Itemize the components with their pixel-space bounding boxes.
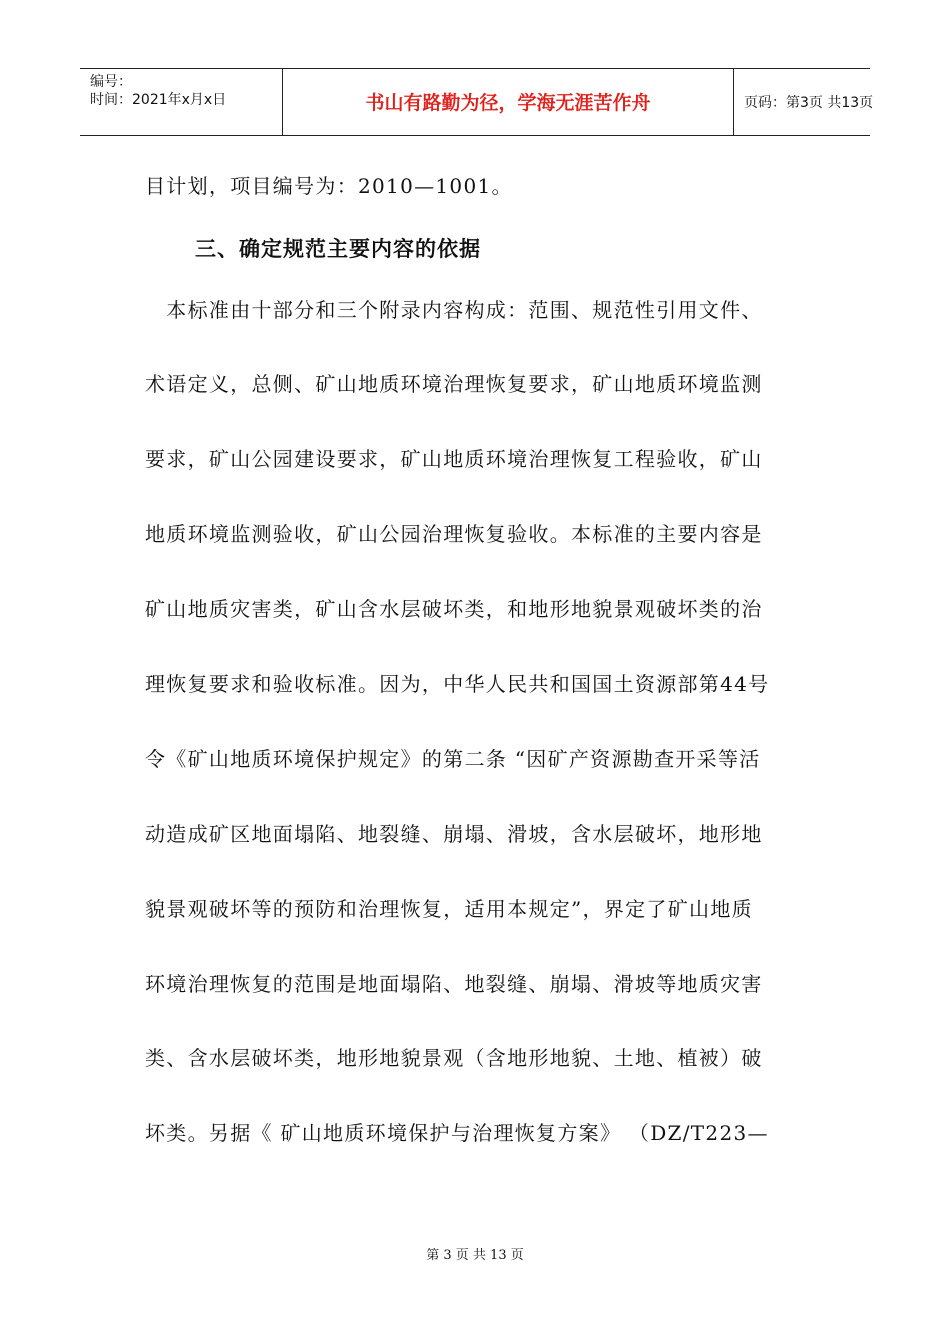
paragraph-line: 术语定义，总侧、矿山地质环境治理恢复要求，矿山地质环境监测 (145, 372, 763, 396)
header-page-info: 页码：第3页 共13页 (744, 95, 874, 111)
paragraph-line: 本标准由十部分和三个附录内容构成：范围、规范性引用文件、 (145, 298, 763, 322)
continuation-line: 目计划，项目编号为：2010—1001。 (145, 174, 513, 198)
paragraph-line: 地质环境监测验收，矿山公园治理恢复验收。本标准的主要内容是 (145, 522, 763, 546)
page-footer: 第 3 页 共 13 页 (426, 1248, 524, 1263)
paragraph-line: 要求，矿山公园建设要求，矿山地质环境治理恢复工程验收，矿山 (145, 447, 763, 471)
paragraph-line: 矿山地质灾害类，矿山含水层破坏类，和地形地貌景观破坏类的治 (145, 597, 763, 621)
paragraph-line: 貌景观破坏等的预防和治理恢复，适用本规定”，界定了矿山地质 (145, 897, 753, 921)
page-header (80, 68, 874, 136)
paragraph-line: 坏类。另据《 矿山地质环境保护与治理恢复方案》 （DZ/T223— (145, 1121, 769, 1145)
paragraph-line: 令《矿山地质环境保护规定》的第二条 “因矿产资源勘查开采等活 (145, 747, 761, 771)
paragraph-line: 动造成矿区地面塌陷、地裂缝、崩塌、滑坡，含水层破坏，地形地 (145, 822, 763, 846)
header-time: 时间：2021年x月x日 (90, 92, 227, 108)
header-motto: 书山有路勤为径，学海无涯苦作舟 (365, 92, 651, 114)
header-meta (80, 69, 282, 135)
paragraph-line: 类、含水层破坏类，地形地貌景观（含地形地貌、土地、植被）破 (145, 1046, 763, 1070)
header-motto-cell (282, 69, 734, 135)
paragraph-line: 环境治理恢复的范围是地面塌陷、地裂缝、崩塌、滑坡等地质灾害 (145, 972, 763, 996)
paragraph-line: 理恢复要求和验收标准。因为，中华人民共和国国土资源部第44号 (145, 672, 770, 696)
header-number: 编号： (90, 74, 132, 90)
section-heading: 三、确定规范主要内容的依据 (195, 237, 481, 261)
header-page-cell (734, 69, 874, 135)
